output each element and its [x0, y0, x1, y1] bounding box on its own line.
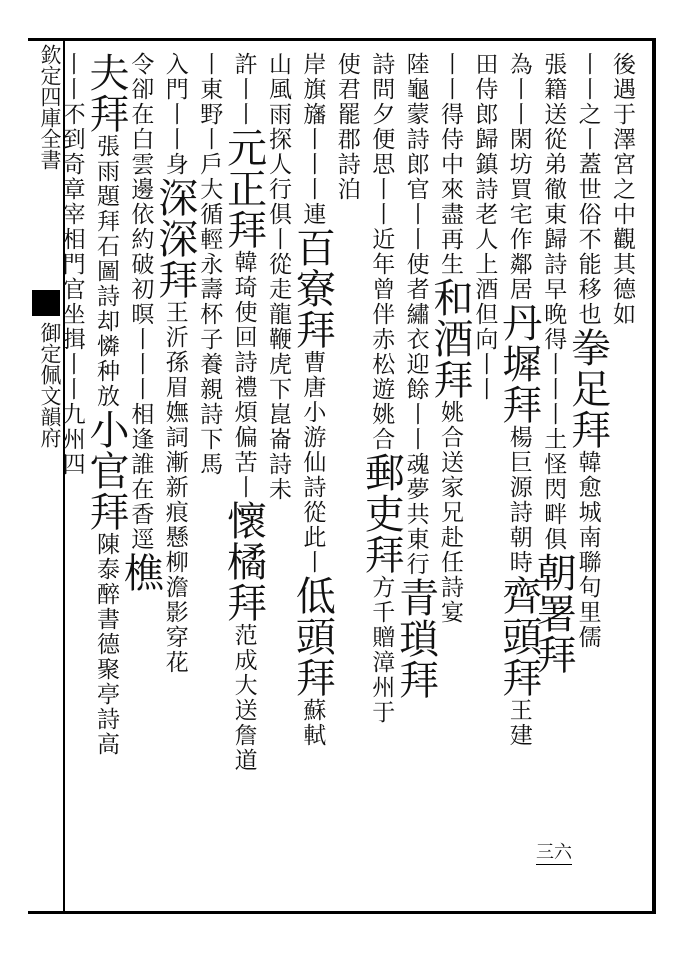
annotation-text: 張籍送從弟徹東歸詩早晚得: [540, 52, 567, 352]
annotation-text: 詩未: [264, 452, 291, 502]
headword-entry: 拳足拜: [564, 327, 611, 450]
annotation-text: 餘丨丨魂夢共東行: [402, 377, 429, 577]
top-border-rule: [28, 38, 656, 41]
headword-entry: 元正拜: [220, 127, 267, 250]
text-column: [289, 52, 336, 902]
text-column: [358, 52, 405, 902]
text-column: [468, 52, 502, 902]
annotation-text: 張雨題拜石圖詩却憐种放: [92, 134, 119, 409]
text-column: [55, 52, 89, 902]
text-column: [606, 52, 640, 902]
text-column: [564, 52, 611, 902]
headword-entry: 深深拜: [151, 177, 198, 300]
annotation-text: 楊巨源詩朝時: [505, 425, 532, 575]
headword-entry: 齊頭拜: [495, 575, 542, 698]
annotation-text: 陳泰醉書德聚亭詩高: [92, 532, 119, 757]
annotation-text: 但向丨丨: [471, 302, 498, 402]
annotation-text: 依約破初暝丨丨丨相逢誰在香逕: [127, 202, 154, 552]
headword-entry: 郵吏拜: [358, 452, 405, 575]
headword-entry: 樵: [117, 552, 164, 593]
text-column: [82, 52, 129, 902]
annotation-text: 曹唐小游仙詩從此丨: [299, 350, 326, 575]
text-column: [530, 52, 577, 902]
headword-entry: 百寮拜: [289, 227, 336, 350]
annotation-text: 官坐揖丨丨九州四: [58, 277, 85, 477]
annotation-text: 王建: [505, 698, 532, 748]
text-column: [262, 52, 296, 902]
text-column: [330, 52, 364, 902]
annotation-text: 使君罷郡詩泊: [333, 52, 360, 202]
annotation-text: 丨丨丨土怪閃畔俱: [540, 352, 567, 552]
headword-entry: 青瑣拜: [392, 577, 439, 700]
annotation-text: 姚合: [368, 402, 395, 452]
annotation-text: 韓琦使回詩禮煩偏苦丨: [230, 250, 257, 500]
headword-entry: 懷橘拜: [220, 500, 267, 623]
right-border-rule: [652, 38, 656, 914]
annotation-text: 丨戶大循輕永壽杯: [196, 127, 223, 327]
margin-book-title: 欽定四庫全書: [38, 44, 62, 170]
annotation-text: 山風雨探人行: [264, 52, 291, 202]
headword-entry: 小官拜: [82, 409, 129, 532]
annotation-text: 詩問夕便思丨丨近年曾伴赤松遊: [368, 52, 395, 402]
annotation-text: 方千贈漳州于: [368, 575, 395, 725]
bottom-border-rule: [28, 911, 656, 914]
annotation-text: 為丨丨閑坊買宅作鄰居: [505, 52, 532, 302]
page-number: 三六: [536, 838, 572, 865]
annotation-text: 丨丨之丨蓋世俗不能移也: [574, 52, 601, 327]
annotation-text: 田侍郎歸鎮詩老人上酒: [471, 52, 498, 302]
annotation-text: 丨丨不到奇章宰相門: [58, 52, 85, 277]
annotation-text: 丨丨得侍中來盡再生: [436, 52, 463, 277]
annotation-text: 陸龜蒙詩郎官丨丨使者繡衣迎: [402, 52, 429, 377]
annotation-text: 王沂孫眉嫵詞漸新痕懸柳澹影穿花: [161, 300, 188, 675]
annotation-text: 蘇軾: [299, 698, 326, 748]
text-column: [151, 52, 198, 902]
headword-entry: 朝署拜: [530, 552, 577, 675]
headword-entry: 丹墀拜: [495, 302, 542, 425]
margin-volume-title: 御定佩文韻府: [38, 322, 62, 448]
annotation-text: 後遇于澤宮之中觀其德如: [608, 52, 635, 327]
annotation-text: 俱丨從走龍鞭虎下崑崙: [264, 202, 291, 452]
text-column: [220, 52, 267, 902]
annotation-text: 韓愈城南聯句里儒: [574, 450, 601, 650]
text-column: [495, 52, 542, 902]
text-column: [193, 52, 227, 902]
annotation-text: 入門丨丨身: [161, 52, 188, 177]
annotation-text: 范成大送詹道: [230, 623, 257, 773]
headword-entry: 和酒拜: [426, 277, 473, 400]
text-column: [117, 52, 164, 902]
annotation-text: 姚合送家兄赴任詩宴: [436, 400, 463, 625]
annotation-text: 岸旗旛丨丨丨連: [299, 52, 326, 227]
headword-entry: 夫拜: [82, 52, 129, 134]
annotation-text: 令卻在白雲邊: [127, 52, 154, 202]
annotation-text: 許丨丨: [230, 52, 257, 127]
text-column: [392, 52, 439, 902]
annotation-text: 子養親詩下馬: [196, 327, 223, 477]
headword-entry: 低頭拜: [289, 575, 336, 698]
annotation-text: 丨東野: [196, 52, 223, 127]
text-column: [426, 52, 473, 902]
